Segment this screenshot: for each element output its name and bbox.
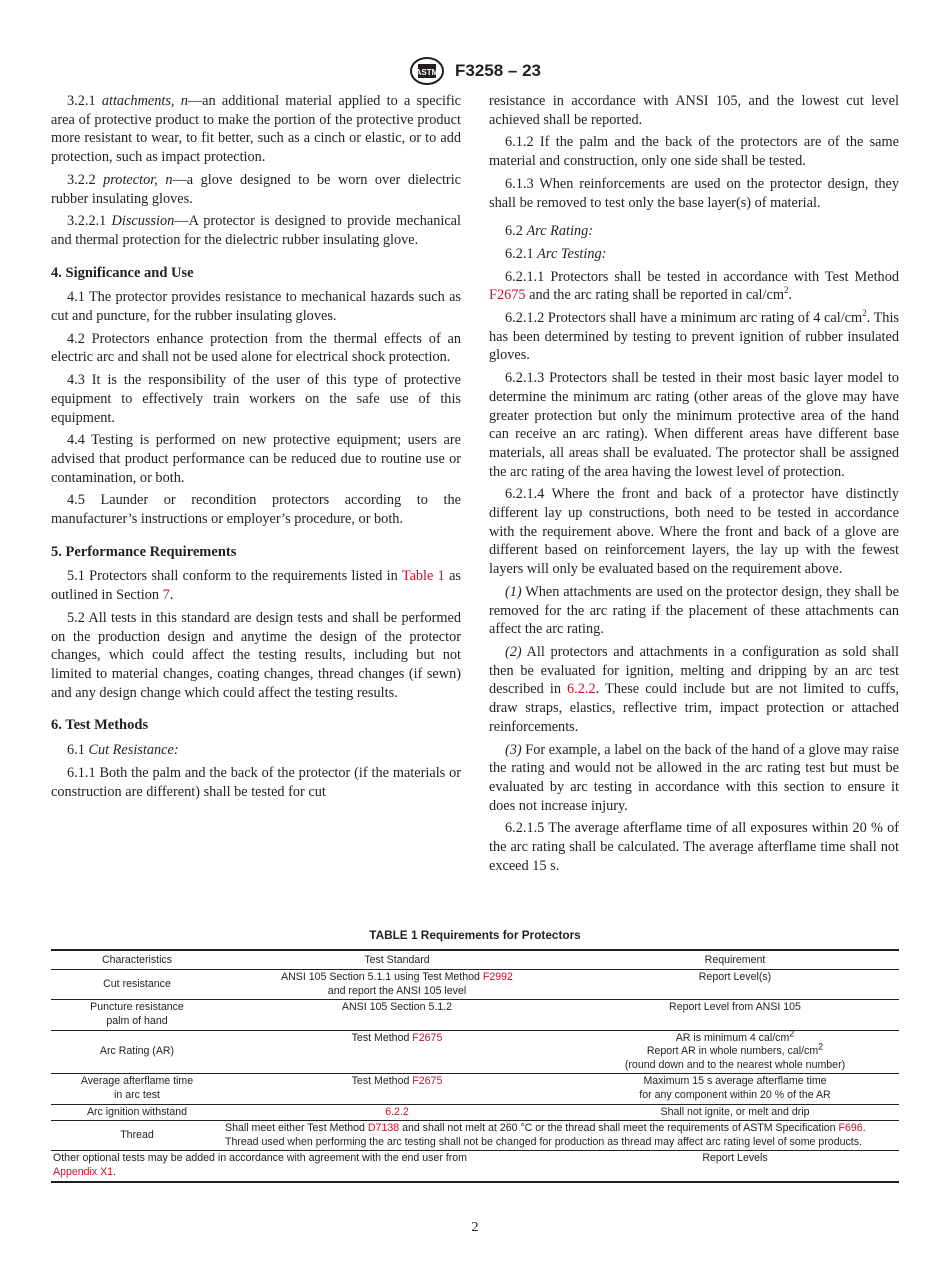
cell-test-standard: Test Method F2675 [223, 1030, 571, 1074]
page-number: 2 [471, 1220, 479, 1235]
cell-characteristic: Thread [51, 1121, 223, 1151]
section-6-2-1-4: 6.2.1.4 Where the front and back of a protector have distinctly different lay up constructions, both need to be tested in accordance with the requirement above. Where the front and back of a glove are different based on reinforcement layers, the lay up with the fewest layers will only be evaluated based on the requirement above. [489, 486, 899, 578]
table-row [51, 1074, 899, 1104]
link-table-1[interactable]: Table 1 [401, 568, 445, 585]
cell-requirement: Report Levels [702, 1152, 768, 1165]
section-4-5: 4.5 Launder or recondition protectors according to the manufacturer’s instructions or employer’s procedure, or both. [51, 492, 461, 528]
section-4-3: 4.3 It is the responsibility of the user of this type of protective equipment to effectively train workers on the safe use of this equipment. [51, 372, 461, 426]
header-characteristics: Characteristics [51, 950, 223, 970]
cell-test-standard: Test Method F2675 [223, 1074, 571, 1104]
cell-characteristic: Arc Rating (AR) [51, 1030, 223, 1074]
link-f2675[interactable]: F2675 [412, 1031, 443, 1044]
link-section-7[interactable]: 7 [162, 587, 170, 604]
link-6-2-2[interactable]: 6.2.2 [567, 681, 596, 698]
requirements-table [51, 949, 899, 1183]
section-6-1-2: 6.1.2 If the palm and the back of the protectors are of the same material and construction, only one side shall be tested. [489, 134, 899, 170]
cell-optional-tests: Other optional tests may be added in accordance with agreement with the end user from Appendix X1. [53, 1152, 467, 1178]
section-6-1-1: 6.1.1 Both the palm and the back of the protector (if the materials or construction are different) shall be tested for cut [51, 764, 461, 800]
table-row [51, 1151, 899, 1182]
table-row [51, 970, 899, 1000]
note-1: (1) When attachments are used on the protector design, they shall be removed for the arc rating if the placement of these attachments can affect the arc rating. [489, 583, 899, 638]
heading-significance-and-use: 4. Significance and Use [51, 264, 194, 281]
cell-characteristic: Average afterflame time in arc test [51, 1074, 223, 1104]
cell-requirement: Maximum 15 s average afterflame time for any component within 20 % of the AR [571, 1074, 899, 1104]
table-1 [51, 929, 899, 1183]
table-row [51, 1030, 899, 1074]
cell-thread-requirement: Shall meet either Test Method D7138 and shall not melt at 260 °C or the thread shall meet the requirements of ASTM Specification F696. Thread used when performing the arc testing shall not be changed for production as thread may affect arc rating level of some products. [223, 1121, 899, 1151]
heading-test-methods: 6. Test Methods [51, 717, 149, 734]
section-3-2-2: 3.2.2 protector, n—a glove designed to be worn over dielectric rubber insulating gloves. [51, 171, 462, 207]
section-6-1-3: 6.1.3 When reinforcements are used on the protector design, they shall be removed to test only the base layer(s) of material. [489, 175, 899, 211]
table-row [51, 1000, 899, 1030]
header-test-standard: Test Standard [223, 950, 571, 970]
section-4-4: 4.4 Testing is performed on new protective equipment; users are advised that product performance can be reduced due to routine use or contamination, or both. [51, 432, 461, 486]
link-d7138[interactable]: D7138 [367, 1122, 400, 1135]
cell-requirement: AR is minimum 4 cal/$cm^2$ Report AR in whole numbers, cal/$cm^2$ (round down and to the nearest whole number) [571, 1030, 899, 1074]
cell-characteristic: Puncture resistance palm of hand [51, 1000, 223, 1030]
section-6-2-1-2: 6.2.1.2 Protectors shall have a minimum arc rating of 4 cal/$cm^2$. This has been determined by testing to prevent ignition of rubber insulated gloves. [489, 308, 899, 364]
cell-characteristic: Arc ignition withstand [51, 1104, 223, 1121]
heading-performance-requirements: 5. Performance Requirements [51, 543, 237, 560]
table-header-row [51, 950, 899, 970]
document-id: F3258 – 23 [454, 61, 541, 80]
header-requirement: Requirement [571, 950, 899, 970]
page-header [0, 56, 950, 86]
link-f2675[interactable]: F2675 [489, 287, 526, 304]
section-3-2-1: 3.2.1 attachments, n—an additional material applied to a specific area of protective product to make the portion of the protective product more resistant to wear, to fit better, such as a cinch or elastic, or to add protection, such as impact protection. [51, 93, 462, 166]
cell-test-standard [223, 1104, 571, 1121]
section-4-2: 4.2 Protectors enhance protection from the thermal effects of an electric arc and shall not be used alone for electrical shock protection. [51, 330, 461, 366]
cell-test-standard: ANSI 105 Section 5.1.1 using Test Method F2992 and report the ANSI 105 level [223, 970, 571, 1000]
section-6-2: 6.2 Arc Rating: [505, 223, 594, 240]
section-6-2-1-3: 6.2.1.3 Protectors shall be tested in their most basic layer model to determine the minimum arc rating (other areas of the glove may have greater protection but only the minimum protective area of the hand can receive an arc rating). When different areas have different base materials, all areas shall be evaluated. The protector shall be assigned the arc rating of the area having the lowest level of protection. [489, 370, 899, 480]
left-column [51, 92, 461, 805]
section-6-1: 6.1 Cut Resistance: [67, 742, 179, 759]
link-f2992[interactable]: F2992 [482, 971, 513, 984]
section-6-2-1: 6.2.1 Arc Testing: [505, 245, 607, 262]
table-row [51, 1121, 899, 1151]
table-row [51, 1104, 899, 1121]
section-4-1: 4.1 The protector provides resistance to mechanical hazards such as cut and puncture, for the rubber insulating gloves. [51, 289, 461, 325]
section-6-2-1-5: 6.2.1.5 The average afterflame time of all exposures within 20 % of the arc rating shall be calculated. The average afterflame time shall not exceed 15 s. [489, 820, 899, 874]
section-6-2-1-1: 6.2.1.1 Protectors shall be tested in accordance with Test Method F2675 and the arc rating shall be reported in cal/$cm^2$. [489, 268, 899, 304]
section-5-2: 5.2 All tests in this standard are design tests and shall be performed on the production design and anytime the design of the protector changes, which could affect the testing results, including but not limited to material changes, coating changes, thread changes (if sewn) and any design change which could affect the testing results. [51, 609, 461, 701]
note-3: (3) For example, a label on the back of the hand of a glove may raise the rating and would not be allowed in the arc rating test but must be evaluated by arc testing in accordance with this section to ensure it does not increase injury. [489, 741, 899, 814]
link-f696[interactable]: F696 [838, 1122, 863, 1135]
right-column [489, 92, 899, 879]
cell-characteristic: Cut resistance [51, 970, 223, 1000]
cell-requirement: Report Level from ANSI 105 [571, 1000, 899, 1030]
cell-requirement: Shall not ignite, or melt and drip [571, 1104, 899, 1121]
section-6-1-1-cont: resistance in accordance with ANSI 105, and the lowest cut level achieved shall be reported. [489, 93, 899, 128]
cell-test-standard: ANSI 105 Section 5.1.2 [223, 1000, 571, 1030]
section-5-1: 5.1 Protectors shall conform to the requirements listed in Table 1 as outlined in Section 7. [51, 568, 461, 604]
link-6-2-2[interactable]: 6.2.2 [385, 1105, 409, 1118]
section-3-2-2-1: 3.2.2.1 Discussion—A protector is designed to provide mechanical and thermal protection for the dielectric rubber insulating glove. [51, 213, 462, 248]
cell-requirement: Report Level(s) [571, 970, 899, 1000]
table-title: TABLE 1 Requirements for Protectors [369, 928, 581, 942]
note-2: (2) All protectors and attachments in a configuration as sold shall then be evaluated for ignition, melting and dripping by an arc test described in 6.2.2. These could include but are not limited to cuffs, draw straps, elastics, reflective trim, impact protection or attached reinforcements. [489, 643, 899, 735]
astm-logo-icon [409, 56, 445, 86]
svg-text:ASTM: ASTM [415, 68, 439, 77]
link-f2675[interactable]: F2675 [412, 1075, 443, 1088]
link-appendix-x1[interactable]: Appendix X1 [53, 1165, 114, 1178]
